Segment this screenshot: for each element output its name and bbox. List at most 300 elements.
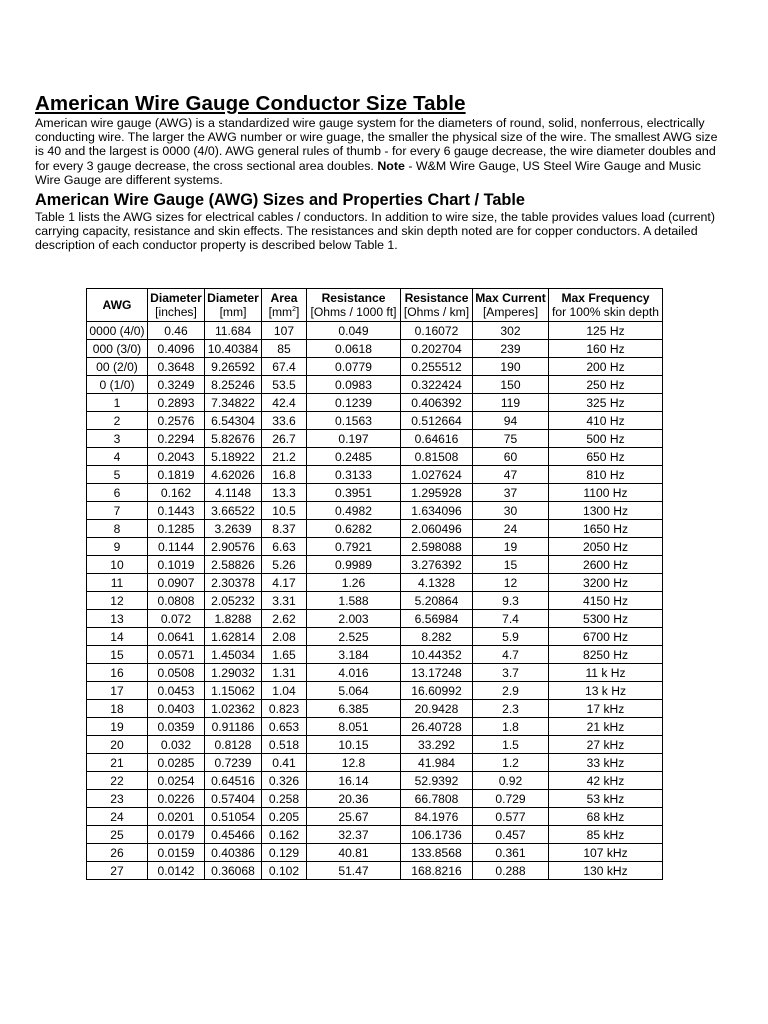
cell-awg: 16 [87,664,148,682]
section-heading: American Wire Gauge (AWG) Sizes and Properties Chart / Table [35,191,525,210]
cell-resistance-km: 5.20864 [401,592,473,610]
table-row [87,718,663,736]
cell-diameter-inches: 0.0508 [148,664,205,682]
cell-max-current: 1.2 [473,754,549,772]
header-title: Resistance [404,291,469,305]
cell-diameter-mm: 0.57404 [205,790,262,808]
cell-max-current: 9.3 [473,592,549,610]
cell-resistance-ft: 0.1563 [307,412,401,430]
cell-max-current: 94 [473,412,549,430]
cell-diameter-mm: 0.51054 [205,808,262,826]
cell-max-frequency: 11 k Hz [549,664,663,682]
cell-diameter-inches: 0.3249 [148,376,205,394]
header-title: Diameter [150,291,202,305]
cell-diameter-mm: 0.91186 [205,718,262,736]
cell-awg: 20 [87,736,148,754]
header-max-current [473,289,549,322]
cell-resistance-km: 26.40728 [401,718,473,736]
cell-max-frequency: 42 kHz [549,772,663,790]
cell-diameter-mm: 3.2639 [205,520,262,538]
cell-diameter-inches: 0.1144 [148,538,205,556]
cell-area: 21.2 [262,448,307,466]
cell-max-frequency: 3200 Hz [549,574,663,592]
header-unit: [Ohms / km] [403,305,470,319]
cell-diameter-mm: 10.40384 [205,340,262,358]
cell-max-current: 2.9 [473,682,549,700]
cell-max-frequency: 650 Hz [549,448,663,466]
cell-diameter-inches: 0.0159 [148,844,205,862]
cell-resistance-ft: 0.0983 [307,376,401,394]
cell-awg: 27 [87,862,148,880]
cell-max-current: 0.288 [473,862,549,880]
cell-resistance-km: 106.1736 [401,826,473,844]
cell-max-current: 190 [473,358,549,376]
header-title: Max Current [475,291,546,305]
cell-max-frequency: 200 Hz [549,358,663,376]
cell-diameter-mm: 0.45466 [205,826,262,844]
cell-resistance-ft: 5.064 [307,682,401,700]
table-row [87,556,663,574]
cell-awg: 14 [87,628,148,646]
cell-diameter-inches: 0.4096 [148,340,205,358]
table-row [87,376,663,394]
cell-diameter-mm: 5.18922 [205,448,262,466]
cell-awg: 24 [87,808,148,826]
cell-area: 67.4 [262,358,307,376]
table-row [87,430,663,448]
cell-resistance-km: 66.7808 [401,790,473,808]
cell-area: 0.162 [262,826,307,844]
cell-area: 0.102 [262,862,307,880]
cell-area: 0.653 [262,718,307,736]
cell-resistance-ft: 1.588 [307,592,401,610]
cell-resistance-km: 33.292 [401,736,473,754]
cell-area: 42.4 [262,394,307,412]
cell-max-current: 37 [473,484,549,502]
cell-diameter-mm: 11.684 [205,322,262,340]
awg-table [86,288,663,880]
cell-max-current: 75 [473,430,549,448]
cell-max-frequency: 13 k Hz [549,682,663,700]
cell-awg: 4 [87,448,148,466]
cell-awg: 10 [87,556,148,574]
cell-resistance-ft: 51.47 [307,862,401,880]
cell-awg: 23 [87,790,148,808]
table-row [87,646,663,664]
table-row [87,862,663,880]
table-row [87,808,663,826]
cell-area: 85 [262,340,307,358]
cell-diameter-inches: 0.0359 [148,718,205,736]
cell-resistance-ft: 0.2485 [307,448,401,466]
cell-awg: 5 [87,466,148,484]
intro-text: American wire gauge (AWG) is a standardized wire gauge system for the diameters of round, solid, nonferrous, electrically conducting wire. The larger the AWG number or wire guage, the smaller the physical size of the wire. The smallest AWG size is 40 and the largest is 0000 (4/0). AWG general rules of thumb - for every 6 gauge decrease, the wire diameter doubles and for every 3 gauge decrease, the cross sectional area doubles. [35,116,718,173]
cell-area: 107 [262,322,307,340]
note-label: Note [377,158,405,173]
table-row [87,682,663,700]
cell-diameter-inches: 0.0226 [148,790,205,808]
cell-max-frequency: 4150 Hz [549,592,663,610]
cell-resistance-ft: 40.81 [307,844,401,862]
cell-resistance-ft: 0.4982 [307,502,401,520]
cell-awg: 7 [87,502,148,520]
header-unit: [inches] [155,305,197,319]
cell-area: 5.26 [262,556,307,574]
cell-max-current: 4.7 [473,646,549,664]
header-unit: [Amperes] [482,305,539,319]
cell-diameter-inches: 0.032 [148,736,205,754]
intro-paragraph [35,116,725,187]
table-row [87,340,663,358]
cell-awg: 3 [87,430,148,448]
cell-max-current: 0.729 [473,790,549,808]
header-diameter-inches [148,289,205,322]
cell-resistance-km: 10.44352 [401,646,473,664]
cell-diameter-inches: 0.0179 [148,826,205,844]
cell-resistance-km: 4.1328 [401,574,473,592]
cell-diameter-mm: 2.30378 [205,574,262,592]
cell-resistance-ft: 4.016 [307,664,401,682]
cell-max-frequency: 1650 Hz [549,520,663,538]
table-row [87,736,663,754]
table-row [87,520,663,538]
cell-diameter-inches: 0.1443 [148,502,205,520]
cell-resistance-ft: 8.051 [307,718,401,736]
cell-resistance-km: 1.027624 [401,466,473,484]
cell-diameter-inches: 0.0453 [148,682,205,700]
cell-diameter-inches: 0.072 [148,610,205,628]
cell-resistance-ft: 0.0618 [307,340,401,358]
cell-max-frequency: 1100 Hz [549,484,663,502]
table-row [87,538,663,556]
cell-diameter-mm: 2.05232 [205,592,262,610]
cell-max-current: 47 [473,466,549,484]
cell-area: 33.6 [262,412,307,430]
cell-max-current: 0.361 [473,844,549,862]
cell-diameter-mm: 8.25246 [205,376,262,394]
cell-resistance-ft: 20.36 [307,790,401,808]
cell-resistance-km: 0.406392 [401,394,473,412]
cell-resistance-km: 2.060496 [401,520,473,538]
header-unit: [mm] [219,305,247,319]
cell-max-frequency: 125 Hz [549,322,663,340]
cell-awg: 26 [87,844,148,862]
note-text: - W&M Wire Gauge, US Steel Wire Gauge and Music Wire Gauge are different systems. [35,158,701,187]
cell-resistance-ft: 0.3133 [307,466,401,484]
table-row [87,322,663,340]
cell-max-frequency: 68 kHz [549,808,663,826]
cell-resistance-ft: 0.049 [307,322,401,340]
table-row [87,610,663,628]
cell-diameter-mm: 6.54304 [205,412,262,430]
cell-max-current: 19 [473,538,549,556]
cell-resistance-ft: 1.26 [307,574,401,592]
cell-diameter-inches: 0.0808 [148,592,205,610]
cell-diameter-inches: 0.0285 [148,754,205,772]
cell-diameter-inches: 0.0201 [148,808,205,826]
cell-resistance-km: 133.8568 [401,844,473,862]
cell-awg: 0 (1/0) [87,376,148,394]
cell-max-frequency: 17 kHz [549,700,663,718]
table-row [87,844,663,862]
cell-diameter-mm: 0.40386 [205,844,262,862]
cell-diameter-mm: 5.82676 [205,430,262,448]
cell-diameter-inches: 0.162 [148,484,205,502]
cell-diameter-mm: 1.02362 [205,700,262,718]
cell-area: 13.3 [262,484,307,502]
cell-resistance-km: 13.17248 [401,664,473,682]
cell-area: 26.7 [262,430,307,448]
cell-area: 53.5 [262,376,307,394]
header-title: Area [270,291,298,305]
cell-awg: 19 [87,718,148,736]
cell-diameter-mm: 4.62026 [205,466,262,484]
cell-resistance-ft: 25.67 [307,808,401,826]
cell-diameter-mm: 0.8128 [205,736,262,754]
cell-max-current: 3.7 [473,664,549,682]
cell-resistance-ft: 3.184 [307,646,401,664]
cell-awg: 2 [87,412,148,430]
cell-max-current: 5.9 [473,628,549,646]
cell-diameter-mm: 1.62814 [205,628,262,646]
cell-area: 2.62 [262,610,307,628]
cell-max-current: 0.577 [473,808,549,826]
table-row [87,574,663,592]
cell-diameter-mm: 1.29032 [205,664,262,682]
table-row [87,394,663,412]
cell-max-current: 0.457 [473,826,549,844]
cell-max-frequency: 2050 Hz [549,538,663,556]
cell-awg: 6 [87,484,148,502]
page-title: American Wire Gauge Conductor Size Table [35,92,466,115]
cell-diameter-mm: 2.58826 [205,556,262,574]
cell-max-frequency: 410 Hz [549,412,663,430]
cell-resistance-km: 52.9392 [401,772,473,790]
cell-max-frequency: 8250 Hz [549,646,663,664]
cell-max-current: 24 [473,520,549,538]
cell-resistance-km: 0.16072 [401,322,473,340]
cell-max-current: 7.4 [473,610,549,628]
cell-resistance-km: 16.60992 [401,682,473,700]
table-row [87,754,663,772]
header-unit-superscript: 2 [292,305,297,313]
header-title: Resistance [321,291,386,305]
cell-max-frequency: 85 kHz [549,826,663,844]
cell-diameter-mm: 7.34822 [205,394,262,412]
cell-diameter-mm: 2.90576 [205,538,262,556]
cell-diameter-inches: 0.3648 [148,358,205,376]
cell-diameter-mm: 1.15062 [205,682,262,700]
cell-area: 0.258 [262,790,307,808]
header-unit [264,305,304,319]
cell-area: 10.5 [262,502,307,520]
cell-resistance-km: 6.56984 [401,610,473,628]
cell-resistance-ft: 6.385 [307,700,401,718]
cell-awg: 1 [87,394,148,412]
cell-diameter-inches: 0.2893 [148,394,205,412]
header-title: Max Frequency [561,291,650,305]
cell-awg: 18 [87,700,148,718]
cell-area: 2.08 [262,628,307,646]
header-title: Diameter [207,291,259,305]
cell-max-current: 12 [473,574,549,592]
cell-awg: 15 [87,646,148,664]
cell-diameter-inches: 0.0403 [148,700,205,718]
cell-resistance-km: 20.9428 [401,700,473,718]
cell-area: 0.326 [262,772,307,790]
cell-max-frequency: 500 Hz [549,430,663,448]
cell-resistance-km: 1.634096 [401,502,473,520]
cell-max-current: 0.92 [473,772,549,790]
cell-resistance-ft: 2.525 [307,628,401,646]
cell-area: 1.31 [262,664,307,682]
header-awg [87,289,148,322]
cell-resistance-km: 1.295928 [401,484,473,502]
cell-diameter-inches: 0.0254 [148,772,205,790]
cell-resistance-ft: 0.197 [307,430,401,448]
header-title: AWG [102,298,132,312]
cell-area: 4.17 [262,574,307,592]
cell-awg: 9 [87,538,148,556]
cell-resistance-ft: 10.15 [307,736,401,754]
table-row [87,628,663,646]
cell-max-frequency: 53 kHz [549,790,663,808]
cell-max-frequency: 107 kHz [549,844,663,862]
cell-max-frequency: 325 Hz [549,394,663,412]
table-row [87,826,663,844]
cell-diameter-mm: 3.66522 [205,502,262,520]
cell-awg: 22 [87,772,148,790]
cell-resistance-ft: 0.6282 [307,520,401,538]
cell-max-frequency: 6700 Hz [549,628,663,646]
cell-max-frequency: 810 Hz [549,466,663,484]
cell-awg: 12 [87,592,148,610]
cell-diameter-inches: 0.2576 [148,412,205,430]
cell-max-current: 150 [473,376,549,394]
cell-area: 0.205 [262,808,307,826]
table-row [87,502,663,520]
cell-area: 0.129 [262,844,307,862]
cell-diameter-inches: 0.0571 [148,646,205,664]
cell-diameter-mm: 4.1148 [205,484,262,502]
cell-area: 1.65 [262,646,307,664]
cell-resistance-km: 0.64616 [401,430,473,448]
cell-max-frequency: 21 kHz [549,718,663,736]
cell-awg: 00 (2/0) [87,358,148,376]
header-unit-end: ] [296,305,300,319]
cell-resistance-ft: 0.9989 [307,556,401,574]
cell-awg: 000 (3/0) [87,340,148,358]
cell-resistance-ft: 16.14 [307,772,401,790]
table-row [87,790,663,808]
cell-resistance-km: 0.81508 [401,448,473,466]
cell-max-current: 15 [473,556,549,574]
cell-max-frequency: 5300 Hz [549,610,663,628]
cell-diameter-mm: 1.45034 [205,646,262,664]
cell-resistance-km: 0.512664 [401,412,473,430]
header-diameter-mm [205,289,262,322]
table-row [87,664,663,682]
cell-diameter-inches: 0.0142 [148,862,205,880]
cell-resistance-ft: 0.3951 [307,484,401,502]
cell-max-current: 2.3 [473,700,549,718]
cell-resistance-km: 41.984 [401,754,473,772]
description-paragraph: Table 1 lists the AWG sizes for electrical cables / conductors. In addition to wire size, the table provides values load (current) carrying capacity, resistance and skin effects. The resistances and skin depth noted are for copper conductors. A detailed description of each conductor property is described below Table 1. [35,210,715,253]
cell-diameter-inches: 0.1819 [148,466,205,484]
cell-resistance-km: 3.276392 [401,556,473,574]
cell-awg: 13 [87,610,148,628]
cell-diameter-mm: 9.26592 [205,358,262,376]
cell-diameter-mm: 1.8288 [205,610,262,628]
cell-diameter-inches: 0.0641 [148,628,205,646]
cell-resistance-ft: 2.003 [307,610,401,628]
cell-max-current: 30 [473,502,549,520]
cell-resistance-ft: 0.0779 [307,358,401,376]
table-row [87,448,663,466]
cell-max-frequency: 1300 Hz [549,502,663,520]
cell-awg: 8 [87,520,148,538]
cell-resistance-ft: 32.37 [307,826,401,844]
header-unit-base: [mm [268,305,293,319]
cell-resistance-km: 8.282 [401,628,473,646]
cell-area: 6.63 [262,538,307,556]
cell-resistance-km: 0.202704 [401,340,473,358]
cell-max-current: 1.8 [473,718,549,736]
cell-awg: 21 [87,754,148,772]
table-row [87,466,663,484]
cell-diameter-mm: 0.64516 [205,772,262,790]
header-unit: for 100% skin depth [552,305,659,319]
cell-max-frequency: 130 kHz [549,862,663,880]
cell-awg: 25 [87,826,148,844]
cell-diameter-inches: 0.2294 [148,430,205,448]
cell-max-frequency: 250 Hz [549,376,663,394]
cell-resistance-ft: 12.8 [307,754,401,772]
table-row [87,772,663,790]
cell-diameter-inches: 0.1019 [148,556,205,574]
table-body [87,322,663,880]
cell-area: 16.8 [262,466,307,484]
cell-max-current: 239 [473,340,549,358]
cell-awg: 17 [87,682,148,700]
cell-diameter-mm: 0.36068 [205,862,262,880]
cell-max-current: 60 [473,448,549,466]
cell-max-current: 302 [473,322,549,340]
cell-max-frequency: 27 kHz [549,736,663,754]
cell-max-current: 1.5 [473,736,549,754]
cell-diameter-inches: 0.1285 [148,520,205,538]
cell-resistance-km: 2.598088 [401,538,473,556]
cell-resistance-ft: 0.1239 [307,394,401,412]
table-row [87,700,663,718]
cell-awg: 0000 (4/0) [87,322,148,340]
cell-area: 0.518 [262,736,307,754]
cell-area: 8.37 [262,520,307,538]
table-row [87,412,663,430]
cell-area: 0.41 [262,754,307,772]
cell-resistance-km: 168.8216 [401,862,473,880]
cell-area: 3.31 [262,592,307,610]
header-resistance-ft [307,289,401,322]
cell-diameter-mm: 0.7239 [205,754,262,772]
cell-diameter-inches: 0.0907 [148,574,205,592]
table-header-row [87,289,663,322]
table-row [87,358,663,376]
cell-max-frequency: 2600 Hz [549,556,663,574]
cell-area: 0.823 [262,700,307,718]
cell-resistance-km: 0.322424 [401,376,473,394]
cell-resistance-ft: 0.7921 [307,538,401,556]
